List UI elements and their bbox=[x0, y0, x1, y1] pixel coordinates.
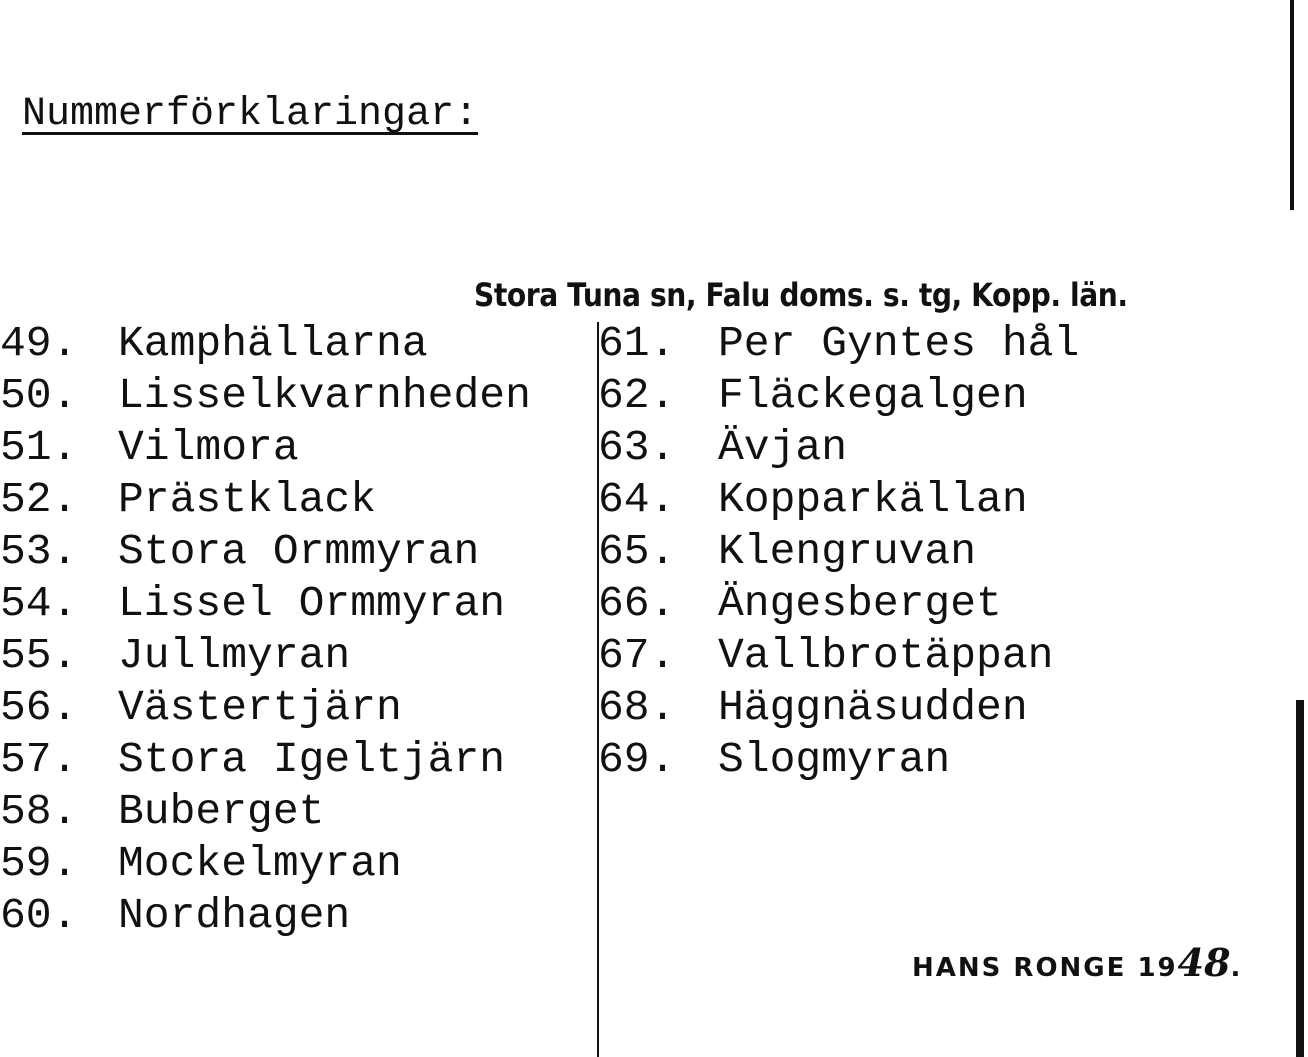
item-number: 53. bbox=[0, 527, 78, 576]
item-name: Per Gyntes hål bbox=[718, 319, 1080, 368]
scan-edge-line bbox=[1290, 0, 1294, 210]
item-number: 58. bbox=[0, 787, 78, 836]
list-item bbox=[0, 370, 531, 422]
list-item bbox=[0, 630, 531, 682]
item-name: Mockelmyran bbox=[118, 839, 402, 888]
item-number: 51. bbox=[0, 423, 78, 472]
item-name: Stora Ormmyran bbox=[118, 527, 480, 576]
item-number: 63. bbox=[598, 423, 676, 472]
item-number: 50. bbox=[0, 371, 78, 420]
item-name: Häggnäsudden bbox=[718, 683, 1028, 732]
item-number: 54. bbox=[0, 579, 78, 628]
item-number: 66. bbox=[598, 579, 676, 628]
item-number: 56. bbox=[0, 683, 78, 732]
place-list-right bbox=[598, 318, 1079, 786]
item-name: Lisselkvarnheden bbox=[118, 371, 531, 420]
item-number: 69. bbox=[598, 735, 676, 784]
item-number: 64. bbox=[598, 475, 676, 524]
list-item bbox=[598, 734, 1079, 786]
list-item bbox=[0, 734, 531, 786]
signature-name: HANS RONGE 19 bbox=[912, 953, 1178, 983]
item-name: Nordhagen bbox=[118, 891, 351, 940]
list-item bbox=[598, 630, 1079, 682]
list-item bbox=[598, 578, 1079, 630]
list-item bbox=[0, 474, 531, 526]
list-item bbox=[0, 578, 531, 630]
list-item bbox=[0, 526, 531, 578]
item-name: Lissel Ormmyran bbox=[118, 579, 506, 628]
item-name: Kamphällarna bbox=[118, 319, 428, 368]
list-item bbox=[598, 474, 1079, 526]
parish-subtitle: Stora Tuna sn, Falu doms. s. tg, Kopp. län. bbox=[474, 276, 1128, 314]
item-name: Prästklack bbox=[118, 475, 377, 524]
item-number: 49. bbox=[0, 319, 78, 368]
page-title: Nummerförklaringar: bbox=[22, 92, 479, 137]
list-item bbox=[598, 526, 1079, 578]
item-name: Västertjärn bbox=[118, 683, 402, 732]
item-name: Vilmora bbox=[118, 423, 299, 472]
list-item bbox=[0, 890, 531, 942]
item-number: 62. bbox=[598, 371, 676, 420]
item-name: Jullmyran bbox=[118, 631, 351, 680]
item-name: Vallbrotäppan bbox=[718, 631, 1054, 680]
item-name: Klengruvan bbox=[718, 527, 977, 576]
list-item bbox=[0, 682, 531, 734]
item-number: 59. bbox=[0, 839, 78, 888]
list-item bbox=[598, 318, 1079, 370]
list-item bbox=[598, 370, 1079, 422]
list-item bbox=[0, 838, 531, 890]
item-name: Kopparkällan bbox=[718, 475, 1028, 524]
list-item bbox=[0, 318, 531, 370]
item-number: 67. bbox=[598, 631, 676, 680]
author-signature bbox=[912, 940, 1242, 985]
item-number: 68. bbox=[598, 683, 676, 732]
item-name: Buberget bbox=[118, 787, 325, 836]
item-number: 55. bbox=[0, 631, 78, 680]
list-item bbox=[598, 422, 1079, 474]
item-name: Slogmyran bbox=[718, 735, 951, 784]
list-item bbox=[0, 786, 531, 838]
place-list-left bbox=[0, 318, 531, 942]
item-name: Fläckegalgen bbox=[718, 371, 1028, 420]
signature-end: . bbox=[1230, 953, 1243, 983]
list-item bbox=[0, 422, 531, 474]
item-number: 57. bbox=[0, 735, 78, 784]
signature-year: 48 bbox=[1177, 940, 1231, 985]
item-name: Ängesberget bbox=[718, 579, 1002, 628]
item-number: 65. bbox=[598, 527, 676, 576]
list-item bbox=[598, 682, 1079, 734]
item-number: 61. bbox=[598, 319, 676, 368]
item-number: 52. bbox=[0, 475, 78, 524]
item-name: Stora Igeltjärn bbox=[118, 735, 506, 784]
scan-edge-line bbox=[1296, 700, 1304, 1057]
item-number: 60. bbox=[0, 891, 78, 940]
item-name: Ävjan bbox=[718, 423, 848, 472]
